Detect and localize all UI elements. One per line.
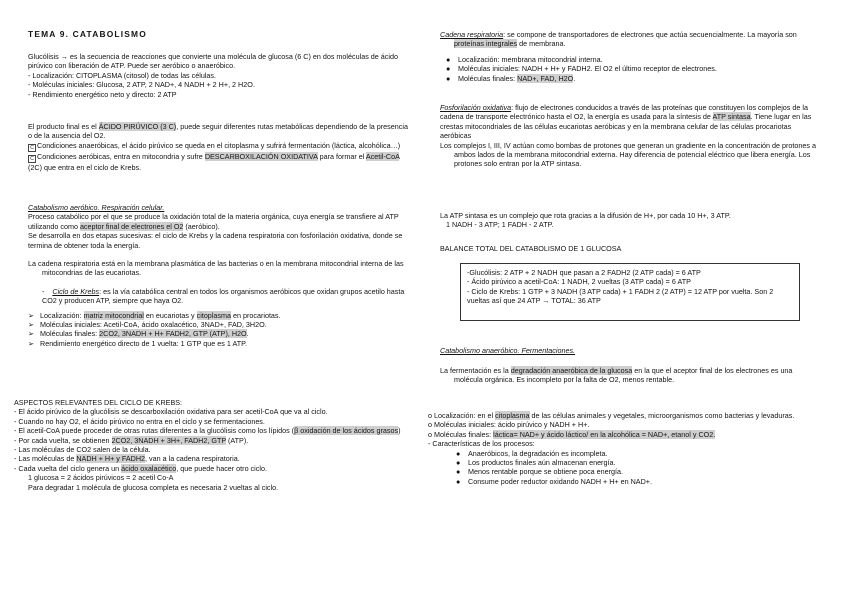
aerobic-definition: Proceso catabólico por el que se produce la oxidación total de la materia orgánica, cuya energía se transfiere al ATP utilizando como aceptor final de electrones el O2 (aeróbico). <box>28 212 399 231</box>
list-item: ● Moléculas finales: NAD+, FAD, H2O. <box>440 74 820 83</box>
chain-list <box>440 55 820 83</box>
fermentation-details <box>428 411 823 486</box>
aerobic-section <box>28 203 412 348</box>
balance-line: - Ácido pirúvico a acetil-CoA: 1 NADH, 2 vueltas (3 ATP cada) = 6 ATP <box>467 277 691 287</box>
oxidative-phosphorylation-section <box>440 103 820 169</box>
condition-icon: C <box>28 155 36 163</box>
circle-bullet-icon: o <box>428 429 432 439</box>
list-item: ● Anaeróbicos, la degradación es incompleta. <box>450 449 823 458</box>
aspect-item: - El ácido pirúvico de la glucólisis se descarboxilación oxidativa para ser acetil-CoA que va al ciclo. <box>14 407 328 417</box>
krebs-definition: - Ciclo de Krebs: es la vía catabólica central en todos los organismos aeróbicos que oxidan grupos acetilo hasta CO2 y producen ATP, siempre que haya O2. <box>42 286 405 306</box>
atp-synthase-text: La ATP sintasa es un complejo que rota gracias a la difusión de H+, por cada 10 H+, 3 ATP. <box>440 211 731 220</box>
aspect-item: - Por cada vuelta, se obtienen 2CO2, 3NADH + 3H+, FADH2, GTP (ATP). <box>14 435 249 445</box>
list-item: ➢ Rendimiento energético directo de 1 vuelta: 1 GTP que es 1 ATP. <box>28 338 247 348</box>
dot-bullet-icon: ● <box>456 467 461 477</box>
aerobic-heading: Catabolismo aeróbico. Respiración celular. <box>28 203 165 212</box>
list-item: ➢ Localización: matriz mitocondrial en eucariotas y citoplasma en procariotas. <box>28 310 281 320</box>
fermentation-section <box>440 366 820 385</box>
aspect-equivalence: 1 glucosa = 2 ácidos pirúvicos = 2 acetil Co-A <box>28 473 174 483</box>
glucolisis-definition: Glucólisis → es la secuencia de reacciones que convierte una molécula de glucosa (6 C) en dos moléculas de ácido pirúvico con liberación de ATP. Puede ser aeróbico o anaeróbico. <box>28 52 398 71</box>
krebs-list <box>28 311 412 349</box>
circle-bullet-icon: o <box>428 411 432 420</box>
condition-icon: C <box>28 144 36 152</box>
fermentation-initial: o Moléculas iniciales: ácido pirúvico y NADH + H+. <box>428 420 590 430</box>
aspects-heading: ASPECTOS RELEVANTES DEL CICLO DE KREBS: <box>14 398 183 407</box>
dot-bullet-icon: ● <box>456 476 461 486</box>
complexes-paragraph: Los complejos I, III, IV actúan como bombas de protones que generan un gradiente en la concentración de protones a ambos lados de la membrana mitocondrial externa. Hay diferencia de potencial eléctrico que libera energía. Los protones solo entran por la ATP sintasa. <box>440 140 816 169</box>
aspect-item: - Las moléculas de CO2 salen de la célula. <box>14 445 151 455</box>
respiratory-chain-section <box>440 30 820 83</box>
aspect-item: - Cuando no hay O2, el ácido pirúvico no entra en el ciclo y se fermentaciones. <box>14 416 265 426</box>
list-item: ● Consume poder reductor oxidando NADH + H+ en NAD+. <box>450 477 823 486</box>
glucolisis-section <box>28 52 412 99</box>
balance-box <box>460 263 800 321</box>
phosphorylation-label: Fosforilación oxidativa <box>440 103 512 112</box>
list-item: ➢ Moléculas iniciales: Acetil-CoA, ácido oxalacético, 3NAD+, FAD, 3H2O. <box>28 320 267 330</box>
balance-heading: BALANCE TOTAL DEL CATABOLISMO DE 1 GLUCOSA <box>440 244 622 253</box>
phosphorylation-definition: Fosforilación oxidativa: flujo de electrones conducidos a través de las proteínas que constituyen los complejos de la cadena de transporte electrónico hasta el O2, la energía es usada para la síntesis de ATP sintasa. Tiene lugar en las crestas mitocondriales de las células eucariotas aeróbicas y en la membrana celular de las células procariotas aeróbicas <box>440 103 812 141</box>
glucolisis-location: - Localización: CITOPLASMA (citosol) de todas las células. <box>28 70 217 80</box>
characteristics-heading: - Características de los procesos: <box>428 439 535 449</box>
dot-bullet-icon: ● <box>456 448 461 458</box>
piruvico-paragraph: El producto final es el ÁCIDO PIRÚVICO (3 C), puede seguir diferentes rutas metabólicas dependiendo de la presencia o de la ausencia del O2. <box>28 122 408 141</box>
dot-bullet-icon: ● <box>446 54 451 64</box>
page-title: TEMA 9. CATABOLISMO <box>28 29 147 39</box>
aspect-item: - Cada vuelta del ciclo genera un ácido oxalacético, que puede hacer otro ciclo. <box>14 463 267 473</box>
aerobic-condition: C Condiciones aeróbicas, entra en mitocondria y sufre DESCARBOXILACIÓN OXIDATIVA para formar el Acetil-CoA (2C) que entra en el ciclo de Krebs. <box>28 151 400 172</box>
list-item: ● Localización: membrana mitocondrial interna. <box>440 55 820 64</box>
dot-bullet-icon: ● <box>446 73 451 83</box>
fermentation-final: o Moléculas finales: láctica= NAD+ y ácido láctico/ en la alcohólica = NAD+, etanol y CO2. <box>428 429 716 439</box>
chain-location: La cadena respiratoria está en la membrana plasmática de las bacterias o en la membrana mitocondrial interna de las mitocondrias de las eucariotas. <box>28 259 404 278</box>
atp-synthase-section <box>440 211 820 230</box>
piruvico-highlight: ÁCIDO PIRÚVICO (3 C) <box>98 122 177 131</box>
fermentation-definition: La fermentación es la degradación anaeróbica de la glucosa en la que el aceptor final de los electrones es una molécula orgánica. Es incompleto por la falta de O2, menos rentable. <box>440 366 793 385</box>
arrow-bullet-icon: ➢ <box>28 338 35 348</box>
piruvico-section <box>28 122 412 172</box>
fermentation-location: o Localización: en el citoplasma de las células animales y vegetales, microorganismos como bacterias y levaduras. <box>428 411 795 420</box>
krebs-label: Ciclo de Krebs <box>52 286 100 296</box>
arrow-bullet-icon: ➢ <box>28 320 35 330</box>
balance-line: -Glucólisis: 2 ATP + 2 NADH que pasan a 2 FADH2 (2 ATP cada) = 6 ATP <box>467 268 701 277</box>
anaerobic-condition: C Condiciones anaeróbicas, el ácido pirúvico se queda en el citoplasma y sufrirá fermentación (láctica, alcohólica…) <box>28 141 412 152</box>
arrow-bullet-icon: ➢ <box>28 329 35 339</box>
krebs-aspects-section <box>14 398 412 492</box>
chain-definition: Cadena respiratoria: se compone de transportadores de electrones que actúa secuencialmente. La mayoría son proteínas integrales de membrana. <box>440 30 797 49</box>
dot-bullet-icon: ● <box>446 64 451 74</box>
dot-bullet-icon: ● <box>456 458 461 468</box>
atp-equivalence: 1 NADH - 3 ATP; 1 FADH - 2 ATP. <box>446 220 554 230</box>
list-item: ● Moléculas iniciales: NADH + H+ y FADH2. El O2 el último receptor de electrones. <box>440 64 820 73</box>
list-item: ● Los productos finales aún almacenan energía. <box>450 458 823 467</box>
aspect-turns: Para degradar 1 molécula de glucosa completa es necesaria 2 vueltas al ciclo. <box>28 482 279 492</box>
aerobic-stages: Se desarrolla en dos etapas sucesivas: el ciclo de Krebs y la cadena respiratoria con fosforilación oxidativa, donde se termina de obtener toda la energía. <box>28 231 403 250</box>
anaerobic-heading: Catabolismo anaeróbico. Fermentaciones. <box>440 346 576 355</box>
glucolisis-yield: - Rendimiento energético neto y directo: 2 ATP <box>28 89 177 99</box>
chain-label: Cadena respiratoria <box>440 30 504 39</box>
circle-bullet-icon: o <box>428 420 432 430</box>
glucolisis-initial-molecules: - Moléculas iniciales: Glucosa, 2 ATP, 2 NAD+, 4 NADH + 2 H+, 2 H2O. <box>28 80 255 90</box>
balance-line: - Ciclo de Krebs: 1 GTP + 3 NADH (3 ATP cada) + 1 FADH 2 (2 ATP) = 12 ATP por vuelta. Son 2 vueltas así que 24 ATP → TOTAL: 36 ATP <box>467 286 774 306</box>
arrow-bullet-icon: ➢ <box>28 310 35 320</box>
characteristics-list <box>428 449 823 487</box>
aspect-item: - El acetil-CoA puede proceder de otras rutas diferentes a la glucólisis como los lípidos (β oxidación de los ácidos grasos) <box>14 426 401 436</box>
list-item: ● Menos rentable porque se obtiene poca energía. <box>450 467 823 476</box>
aspect-item: - Las moléculas de NADH + H+ y FADH2, van a la cadena respiratoria. <box>14 454 240 464</box>
list-item: ➢ Moléculas finales: 2CO2, 3NADH + H+ FADH2, GTP (ATP), H2O. <box>28 329 249 339</box>
